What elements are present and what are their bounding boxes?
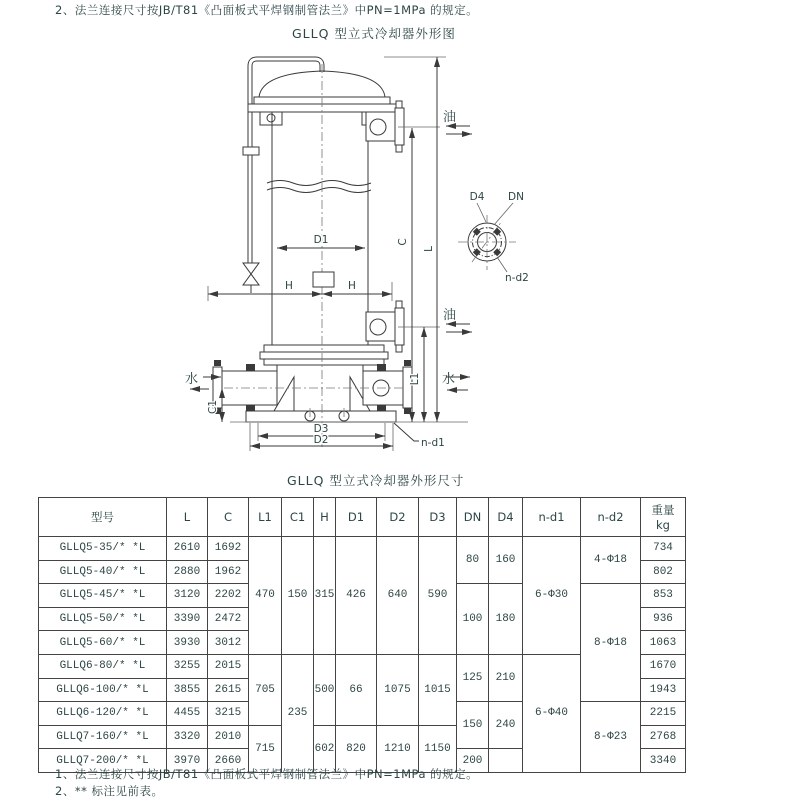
cooler-outline-drawing [0, 40, 800, 466]
model-cell: GLLQ6-100/* *L [39, 678, 167, 702]
model-cell: GLLQ5-45/* *L [39, 584, 167, 608]
d3-cell: 590 [419, 537, 457, 655]
c-cell: 2202 [208, 584, 249, 608]
col-header-n-d1: n-d1 [523, 498, 581, 537]
c-cell: 3012 [208, 631, 249, 655]
d2-cell: 1075 [377, 654, 419, 725]
dim-label-c1: C1 [207, 399, 219, 415]
dim-label-d2: D2 [313, 434, 329, 446]
l-cell: 3255 [167, 654, 208, 678]
dn-cell: 200 [457, 749, 489, 773]
dn-cell: 80 [457, 537, 489, 584]
weight-unit: kg [656, 518, 670, 532]
l-cell: 3930 [167, 631, 208, 655]
c-cell: 1962 [208, 560, 249, 584]
d4-cell: 240 [489, 702, 523, 749]
weight-cell: 2768 [641, 725, 686, 749]
d4-cell [489, 749, 523, 773]
nameplate [313, 272, 334, 287]
l-cell: 3320 [167, 725, 208, 749]
d4-cell: 180 [489, 584, 523, 655]
n-d2-cell: 8-Φ18 [581, 584, 641, 702]
weight-cell: 853 [641, 584, 686, 608]
model-cell: GLLQ6-120/* *L [39, 702, 167, 726]
flange-detail [458, 191, 529, 284]
d4-cell: 210 [489, 654, 523, 701]
c-cell: 2615 [208, 678, 249, 702]
col-header-l: L [167, 498, 208, 537]
l1-cell: 715 [249, 725, 282, 772]
model-cell: GLLQ7-200/* *L [39, 749, 167, 773]
pipe-clip [243, 147, 259, 155]
l-cell: 3970 [167, 749, 208, 773]
d2-cell: 1210 [377, 725, 419, 772]
table-title: GLLQ 型立式冷却器外形尺寸 [287, 473, 465, 488]
d4-cell: 160 [489, 537, 523, 584]
col-header-model: 型号 [39, 498, 167, 537]
dim-label-h-right: H [348, 280, 356, 292]
col-header-n-d2: n-d2 [581, 498, 641, 537]
l-cell: 3855 [167, 678, 208, 702]
weight-cell: 1943 [641, 678, 686, 702]
header-row [39, 498, 686, 537]
dimension-table [38, 497, 686, 773]
h-cell: 602 [314, 725, 336, 772]
model-cell: GLLQ5-35/* *L [39, 537, 167, 561]
dim-label-n-d1: n-d1 [421, 437, 445, 449]
valve-icon [243, 263, 259, 285]
l-cell: 2610 [167, 537, 208, 561]
dim-label-l1: L1 [409, 372, 421, 386]
n-d1-cell: 6-Φ40 [523, 654, 581, 772]
n-d1-cell: 6-Φ30 [523, 537, 581, 655]
model-cell: GLLQ7-160/* *L [39, 725, 167, 749]
dim-label-d4: D4 [469, 191, 485, 203]
l1-cell: 470 [249, 537, 282, 655]
model-cell: GLLQ5-60/* *L [39, 631, 167, 655]
model-cell: GLLQ6-80/* *L [39, 654, 167, 678]
l-cell: 2880 [167, 560, 208, 584]
c1-cell: 235 [282, 654, 314, 772]
oil-label-top: 油 [443, 110, 457, 125]
l-cell: 3120 [167, 584, 208, 608]
col-header-dn: DN [457, 498, 489, 537]
n-d2-cell: 8-Φ23 [581, 702, 641, 773]
d3-cell: 1015 [419, 654, 457, 725]
water-label-left: 水 [185, 372, 199, 387]
h-cell: 500 [314, 654, 336, 725]
top-note: 2、法兰连接尺寸按JB/T81《凸面板式平焊钢制管法兰》中PN=1MPa 的规定。 [55, 3, 479, 17]
weight-cell: 1670 [641, 654, 686, 678]
dim-label-n-d2: n-d2 [505, 272, 529, 284]
dim-label-h-left: H [285, 280, 293, 292]
dn-cell: 125 [457, 654, 489, 701]
vessel-outline [213, 59, 468, 448]
l-cell: 3390 [167, 607, 208, 631]
weight-cell: 2215 [641, 702, 686, 726]
c-cell: 2015 [208, 654, 249, 678]
model-cell: GLLQ5-50/* *L [39, 607, 167, 631]
d1-cell: 820 [336, 725, 377, 772]
c1-cell: 150 [282, 537, 314, 655]
col-header-l1: L1 [249, 498, 282, 537]
c-cell: 1692 [208, 537, 249, 561]
d2-cell: 640 [377, 537, 419, 655]
l1-cell: 705 [249, 654, 282, 725]
col-header-h: H [314, 498, 336, 537]
d3-cell: 1150 [419, 725, 457, 772]
dim-label-dn: DN [508, 191, 524, 203]
col-header-c1: C1 [282, 498, 314, 537]
bottom-note-2: 2、** 标注见前表。 [55, 784, 164, 798]
l-cell: 4455 [167, 702, 208, 726]
n-d1-leader [394, 423, 419, 441]
col-header-d3: D3 [419, 498, 457, 537]
dim-label-c: C [397, 238, 409, 246]
col-header-weight [641, 498, 686, 537]
dim-label-l: L [423, 246, 435, 252]
dn-cell: 100 [457, 584, 489, 655]
col-header-d1: D1 [336, 498, 377, 537]
oil-label-bottom: 油 [443, 308, 457, 323]
c-cell: 2472 [208, 607, 249, 631]
weight-cell: 3340 [641, 749, 686, 773]
d1-cell: 426 [336, 537, 377, 655]
c-cell: 2010 [208, 725, 249, 749]
weight-label: 重量 [651, 503, 675, 517]
bottom-note-1: 1、法兰连接尺寸按JB/T81《凸面板式平焊钢制管法兰》中PN=1MPa 的规定。 [55, 767, 479, 781]
c-cell: 3215 [208, 702, 249, 726]
left-water-nozzle [213, 360, 277, 414]
weight-cell: 936 [641, 607, 686, 631]
weight-cell: 734 [641, 537, 686, 561]
c-cell: 2660 [208, 749, 249, 773]
weight-cell: 802 [641, 560, 686, 584]
dim-label-d1: D1 [313, 234, 329, 246]
base-plate [246, 411, 396, 422]
col-header-d4: D4 [489, 498, 523, 537]
lower-oil-nozzle [366, 301, 404, 352]
n-d2-cell: 4-Φ18 [581, 537, 641, 584]
col-header-d2: D2 [377, 498, 419, 537]
weight-cell: 1063 [641, 631, 686, 655]
model-cell: GLLQ5-40/* *L [39, 560, 167, 584]
dim-label-d3: D3 [313, 423, 329, 435]
col-header-c: C [208, 498, 249, 537]
right-water-nozzle [363, 360, 412, 414]
d1-cell: 66 [336, 654, 377, 725]
oil-pipe [250, 59, 322, 263]
water-label-right: 水 [442, 372, 456, 387]
figure-title: GLLQ 型立式冷却器外形图 [292, 26, 456, 41]
dn-cell: 150 [457, 702, 489, 749]
table-row [39, 537, 686, 561]
h-cell: 315 [314, 537, 336, 655]
